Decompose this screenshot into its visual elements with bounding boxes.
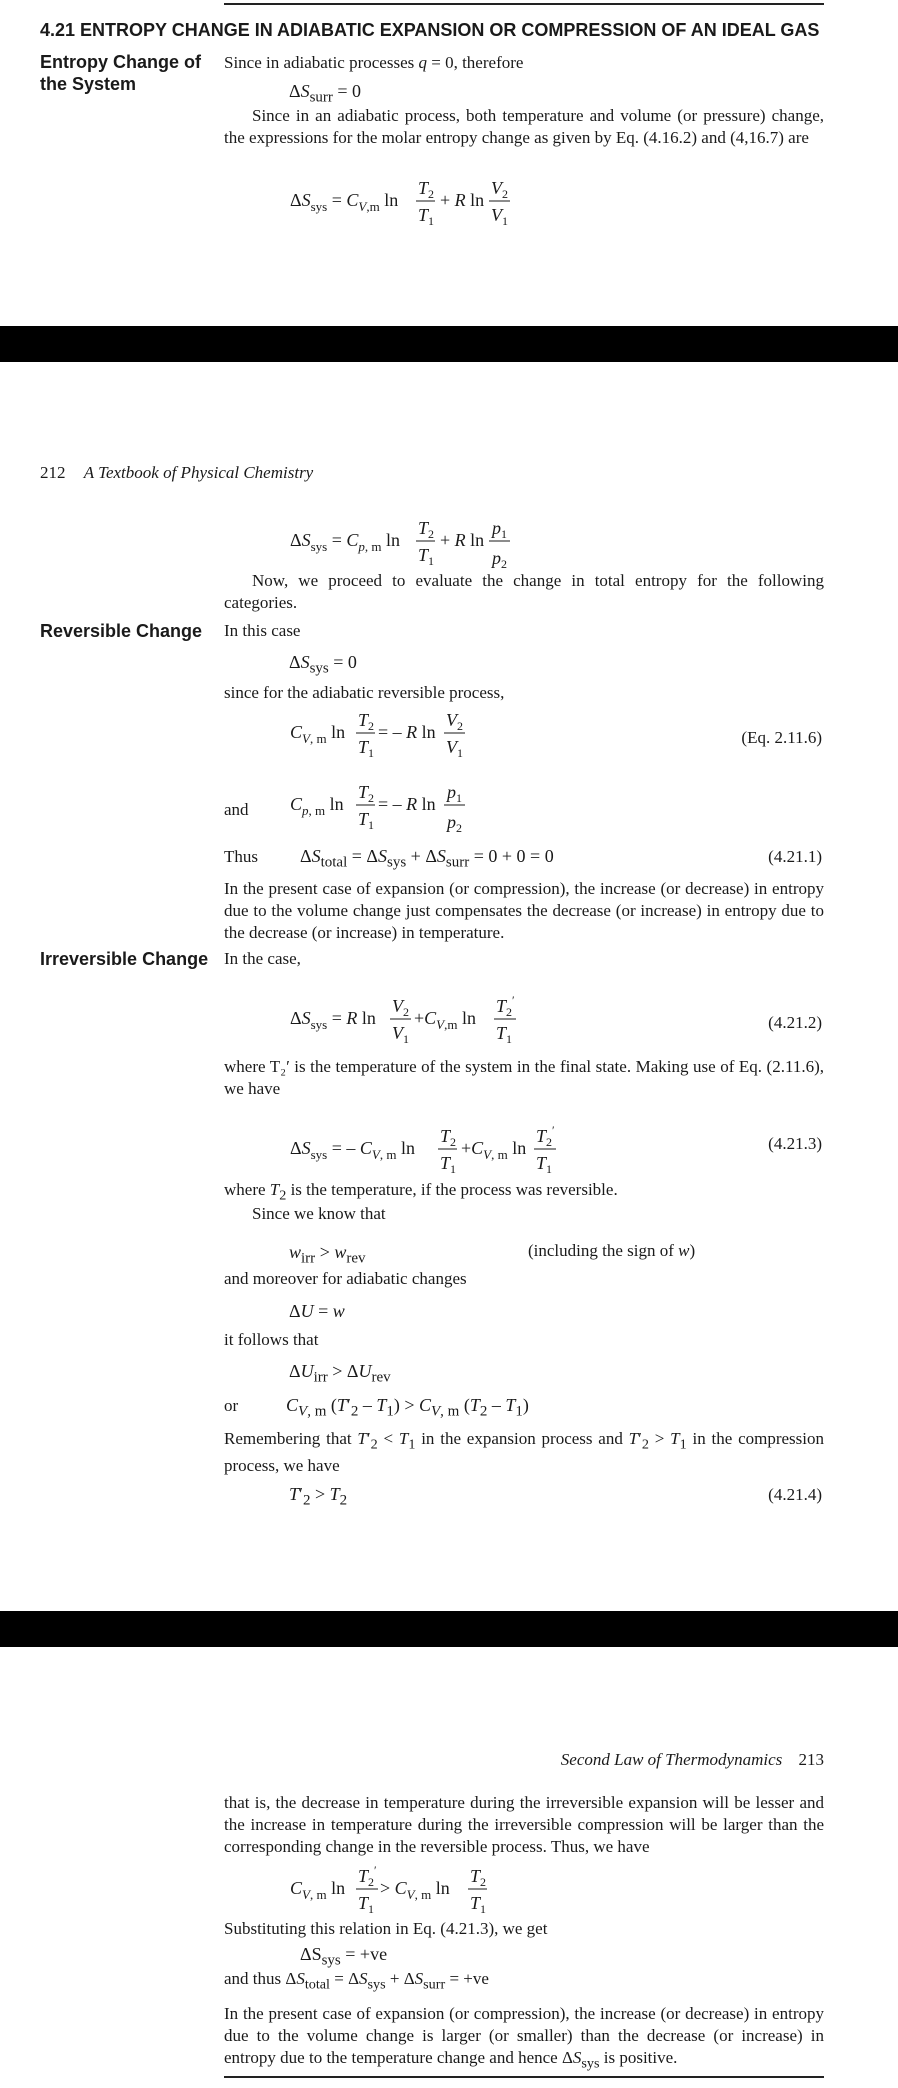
equation-du-w: ΔU = w	[289, 1301, 345, 1321]
equation-sys-volume	[280, 172, 540, 232]
svg-text:> CV, m ln: > $C_V$, m ln	[380, 1878, 450, 1902]
svg-text:+ R ln: + R ln	[440, 190, 485, 210]
and-thus-word: and thus	[224, 1969, 282, 1988]
where-reversible: where $T_2$ is the temperature, if the process was reversible.	[224, 1180, 618, 1204]
in-the-case: In the case,	[224, 949, 301, 968]
paragraph-remembering: Remembering that $T'_2 < T_1$ in the expansion process and $T'_2 > T_1$ in the compression process, we have	[224, 1429, 824, 1476]
svg-text:T2: $T_2$	[418, 518, 435, 541]
svg-text:T1: $T_1$	[440, 1153, 457, 1176]
thus-word: Thus	[224, 847, 258, 866]
or-word: or	[224, 1396, 239, 1415]
bottom-rule	[224, 2076, 824, 2078]
svg-text:T1: $T_1$	[536, 1153, 553, 1176]
top-rule	[224, 3, 824, 5]
svg-text:V2: $V_2$	[446, 710, 463, 733]
since-we-know: Since we know that	[252, 1204, 386, 1223]
substituting-line: Substituting this relation in Eq. (4.21.3), we get	[224, 1919, 548, 1938]
equation-4-21-2	[280, 990, 540, 1050]
svg-text:ΔSsys = – CV, m ln: $\Delta S_{sys}$ = – $C_V$, m ln	[290, 1138, 415, 1162]
paragraph-adiabatic: Since in an adiabatic process, both temperature and volume (or pressure) change, the expressions for the molar entropy change as given by Eq. (4.16.2) and (4,16.7) are	[224, 106, 824, 147]
page-break-band-2	[0, 1611, 898, 1647]
svg-text:T2: $T_2$	[358, 710, 375, 733]
and-word: and	[224, 800, 249, 819]
svg-text:V2: $V_2$	[491, 178, 508, 201]
side-label-reversible: Reversible Change	[40, 621, 203, 641]
svg-text:T1: $T_1$	[496, 1023, 513, 1046]
svg-text:T2: $T_2$	[470, 1866, 487, 1889]
svg-text:p2: $p_2$	[447, 812, 462, 835]
svg-text:ΔSsys = R ln: $\Delta S_{sys} = R$ ln	[290, 1008, 376, 1032]
svg-text:+CV,m ln: $+C_V,m$ ln	[414, 1008, 477, 1032]
svg-text:p1: $p_1$	[447, 782, 462, 805]
svg-text:T1: $T_1$	[470, 1893, 487, 1916]
svg-text:ΔSsys = Cp, m ln: $\Delta S_{sys} = C_p$, m ln	[290, 530, 401, 554]
paragraph-final: In the present case of expansion (or compression), the increase (or decrease) in entropy due to the volume change is larger (or smaller) than the decrease (or increase) in entropy due to the temperature change and hence $\Delta S_{sys}$ is positive.	[224, 2004, 824, 2072]
svg-text:T2′: $T_2'$	[496, 993, 515, 1019]
in-this-case: In this case	[224, 621, 301, 640]
running-title: Second Law of Thermodynamics	[560, 1750, 783, 1769]
svg-text:CV, m ln: $C_V$, m ln	[290, 1878, 346, 1902]
equation-4-21-3	[280, 1120, 600, 1180]
moreover-line: and moreover for adiabatic changes	[224, 1269, 467, 1288]
equation-cv-comparison	[280, 1860, 520, 1922]
paragraph-that-is: that is, the decrease in temperature during the irreversible expansion will be lesser and the increase in temperature during the irreversible compression will be larger than the corresponding change in the reversible process. Thus, we have	[224, 1793, 824, 1856]
svg-text:+CV, m ln: $+C_V$, m ln	[461, 1138, 527, 1162]
equation-total-zero: $\Delta S_{total} = \Delta S_{sys} + \Delta S_{surr} = 0 + 0 = 0$	[300, 846, 554, 871]
it-follows: it follows that	[224, 1330, 319, 1349]
svg-text:T2: $T_2$	[358, 782, 375, 805]
eq-number-4-21-2: (4.21.2)	[768, 1013, 822, 1032]
equation-surr-zero: $\Delta S_{surr} = 0$	[289, 81, 362, 106]
svg-text:p2: $p_2$	[492, 548, 507, 571]
eq-number-4-21-1: (4.21.1)	[768, 847, 822, 866]
side-label-irreversible: Irreversible Change	[40, 949, 209, 969]
svg-text:V2: $V_2$	[392, 996, 409, 1019]
paragraph-reversible: In the present case of expansion (or compression), the increase (or decrease) in entropy due to the volume change just compensates the decrease (or increase) in entropy due to the decrease (or increase) in temperature.	[224, 879, 824, 942]
eq-number-4-21-4: (4.21.4)	[768, 1485, 822, 1504]
paragraph-where-final: where T₂′ is the temperature of the system in the final state. Making use of Eq. (2.11.6), we have	[224, 1057, 824, 1098]
eq-label-2-11-6: (Eq. 2.11.6)	[741, 728, 822, 747]
svg-text:V1: $V_1$	[491, 205, 508, 228]
svg-text:V1: $V_1$	[392, 1023, 409, 1046]
equation-cp-relation	[280, 776, 520, 840]
svg-text:T2: $T_2$	[440, 1126, 457, 1149]
page-header-212	[40, 462, 313, 484]
svg-text:ΔSsys = CV,m ln: $\Delta S_{sys} = C_V,m$ ln	[290, 190, 399, 214]
equation-4-21-4: $T'_2 > T_2$	[289, 1484, 348, 1509]
svg-text:p1: $p_1$	[492, 518, 507, 541]
page-number: 212	[40, 463, 66, 482]
svg-text:T2′: $T_2'$	[536, 1123, 555, 1149]
svg-text:T1: $T_1$	[418, 205, 435, 228]
since-line: since for the adiabatic reversible process,	[224, 683, 505, 702]
equation-cv-relation	[280, 704, 520, 766]
equation-work-inequality: $w_{irr} > w_{rev}$	[289, 1242, 366, 1267]
book-title: A Textbook of Physical Chemistry	[83, 463, 314, 482]
svg-text:CV, m ln: $C_V$, m ln	[290, 722, 346, 746]
svg-text:= – R ln: = – R ln	[378, 794, 436, 814]
svg-text:T1: $T_1$	[358, 809, 375, 832]
svg-text:T2: $T_2$	[418, 178, 435, 201]
paragraph-proceed: Now, we proceed to evaluate the change in total entropy for the following categories.	[224, 571, 824, 612]
intro-line: Since in adiabatic processes q = 0, therefore	[224, 53, 524, 72]
page-number-213: 213	[798, 1750, 824, 1769]
svg-text:V1: $V_1$	[446, 737, 463, 760]
equation-rev-zero: $\Delta S_{sys} = 0$	[289, 652, 357, 677]
svg-text:T2′: $T_2'$	[358, 1863, 377, 1889]
svg-text:T1: $T_1$	[418, 545, 435, 568]
side-label-entropy-system: Entropy Change of the System	[40, 52, 201, 94]
svg-text:= – R ln: = – R ln	[378, 722, 436, 742]
equation-sys-pressure	[280, 512, 540, 574]
eq-number-4-21-3: (4.21.3)	[768, 1134, 822, 1153]
svg-text:+ R ln: + R ln	[440, 530, 485, 550]
svg-text:Cp, m ln: $C_p$, m ln	[290, 794, 344, 818]
including-sign: (including the sign of w)	[528, 1241, 696, 1260]
equation-sys-positive: $\Delta S_{sys} = +ve$	[300, 1944, 388, 1969]
svg-text:T1: $T_1$	[358, 737, 375, 760]
and-thus-line: and thus $\Delta S_{total} = \Delta S_{sys} + \Delta S_{surr} = +ve$	[224, 1969, 489, 1993]
page-break-band	[0, 326, 898, 362]
page-header-213	[500, 1749, 824, 1771]
equation-cv-temperature: $C_{V, m}$ $(T'_2 - T_1) > C_{V, m}$ $(T_2 - T_1)$	[286, 1395, 529, 1420]
svg-text:T1: $T_1$	[358, 1893, 375, 1916]
equation-du-inequality: $\Delta U_{irr} > \Delta U_{rev}$	[289, 1361, 391, 1386]
section-heading: 4.21 ENTROPY CHANGE IN ADIABATIC EXPANSION OR COMPRESSION OF AN IDEAL GAS	[40, 20, 820, 40]
